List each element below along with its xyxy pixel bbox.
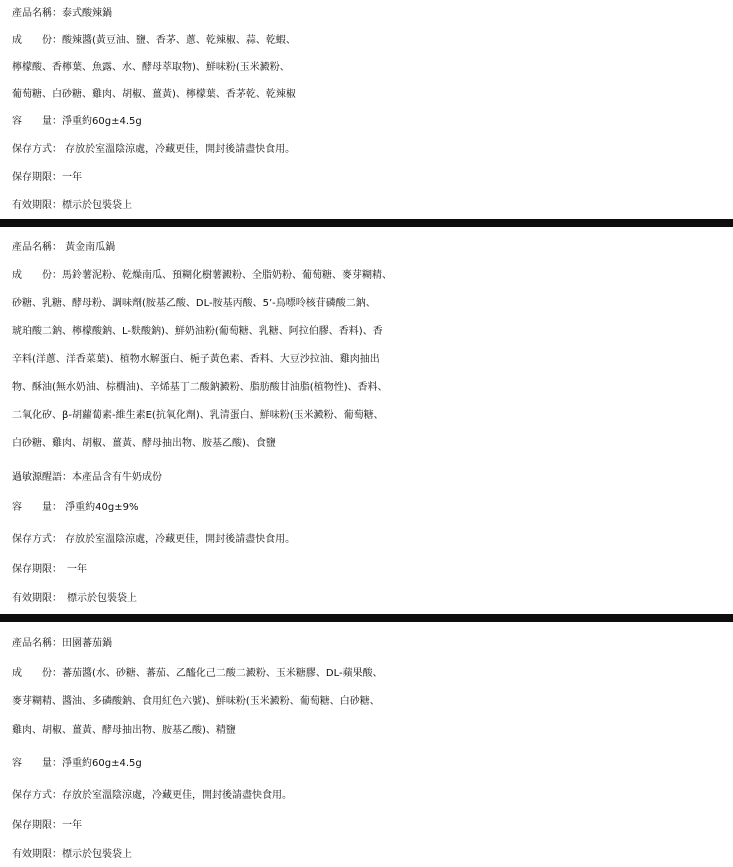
ingredients-line: 辛料(洋蔥、洋香菜葉)、植物水解蛋白、梔子黃色素、香料、大豆沙拉油、雞肉抽出: [12, 354, 380, 365]
storage-method-line: 保存方式： 存放於室溫陰涼處，冷藏更佳，開封後請盡快食用。: [12, 534, 296, 545]
net-weight-line: 容 量： 淨重約40g±9%: [12, 502, 139, 513]
product-name-line: 產品名稱：田園蕃茄鍋: [12, 638, 112, 649]
ingredients-line: 成 份：酸辣醬(黃豆油、鹽、香茅、蔥、乾辣椒、蒜、乾蝦、: [12, 35, 296, 46]
product-name-line: 產品名稱： 黃金南瓜鍋: [12, 242, 116, 253]
net-weight-line: 容 量：淨重約60g±4.5g: [12, 116, 142, 127]
expiry-line: 有效期限：標示於包裝袋上: [12, 849, 132, 860]
product-section-thai-hot-sour: [0, 0, 733, 218]
shelf-life-line: 保存期限： 一年: [12, 564, 87, 575]
ingredients-line: 砂糖、乳糖、酵母粉、調味劑(胺基乙酸、DL-胺基丙酸、5’-鳥嘌呤核苷磷酸二鈉、: [12, 298, 376, 309]
ingredients-line: 檸檬酸、香檸葉、魚露、水、酵母萃取物)、鮮味粉(玉米澱粉、: [12, 62, 290, 73]
ingredients-line: 物、酥油(無水奶油、棕櫚油)、辛烯基丁二酸鈉澱粉、脂肪酸甘油脂(植物性)、香料、: [12, 382, 388, 393]
storage-method-line: 保存方式： 存放於室溫陰涼處，冷藏更佳，開封後請盡快食用。: [12, 144, 296, 155]
ingredients-line: 成 份：蕃茄醬(水、砂糖、蕃茄、乙醯化己二酸二澱粉、玉米糖膠、DL-蘋果酸、: [12, 668, 383, 679]
shelf-life-line: 保存期限：一年: [12, 820, 82, 831]
ingredients-line: 琥珀酸二鈉、檸檬酸鈉、L-麩酸鈉)、鮮奶油粉(葡萄糖、乳糖、阿拉伯膠、香料)、香: [12, 326, 383, 337]
expiry-line: 有效期限：標示於包裝袋上: [12, 200, 132, 211]
ingredients-line: 麥芽糊精、醬油、多磷酸鈉、食用紅色六號)、鮮味粉(玉米澱粉、葡萄糖、白砂糖、: [12, 696, 380, 707]
net-weight-line: 容 量：淨重約60g±4.5g: [12, 758, 142, 769]
expiry-line: 有效期限： 標示於包裝袋上: [12, 593, 137, 604]
ingredients-line: 雞肉、胡椒、薑黃、酵母抽出物、胺基乙酸)、精鹽: [12, 725, 236, 736]
product-section-garden-tomato: [0, 624, 733, 867]
ingredients-line: 二氧化矽、β-胡蘿蔔素-維生素E(抗氧化劑)、乳清蛋白、鮮味粉(玉米澱粉、葡萄糖、: [12, 410, 384, 421]
storage-method-line: 保存方式：存放於室溫陰涼處，冷藏更佳，開封後請盡快食用。: [12, 790, 292, 801]
ingredients-line: 白砂糖、雞肉、胡椒、薑黃、酵母抽出物、胺基乙酸)、食鹽: [12, 438, 276, 449]
section-divider: [0, 614, 733, 622]
allergen-line: 過敏源醒語：本產品含有牛奶成份: [12, 472, 162, 483]
product-section-golden-pumpkin: [0, 228, 733, 613]
shelf-life-line: 保存期限：一年: [12, 172, 82, 183]
product-name-line: 產品名稱：泰式酸辣鍋: [12, 8, 112, 19]
ingredients-line: 葡萄糖、白砂糖、雞肉、胡椒、薑黃)、檸檬葉、香茅乾、乾辣椒: [12, 89, 296, 100]
section-divider: [0, 219, 733, 227]
ingredients-line: 成 份：馬鈴薯泥粉、乾燥南瓜、預糊化樹薯澱粉、全脂奶粉、葡萄糖、麥芽糊精、: [12, 270, 392, 281]
